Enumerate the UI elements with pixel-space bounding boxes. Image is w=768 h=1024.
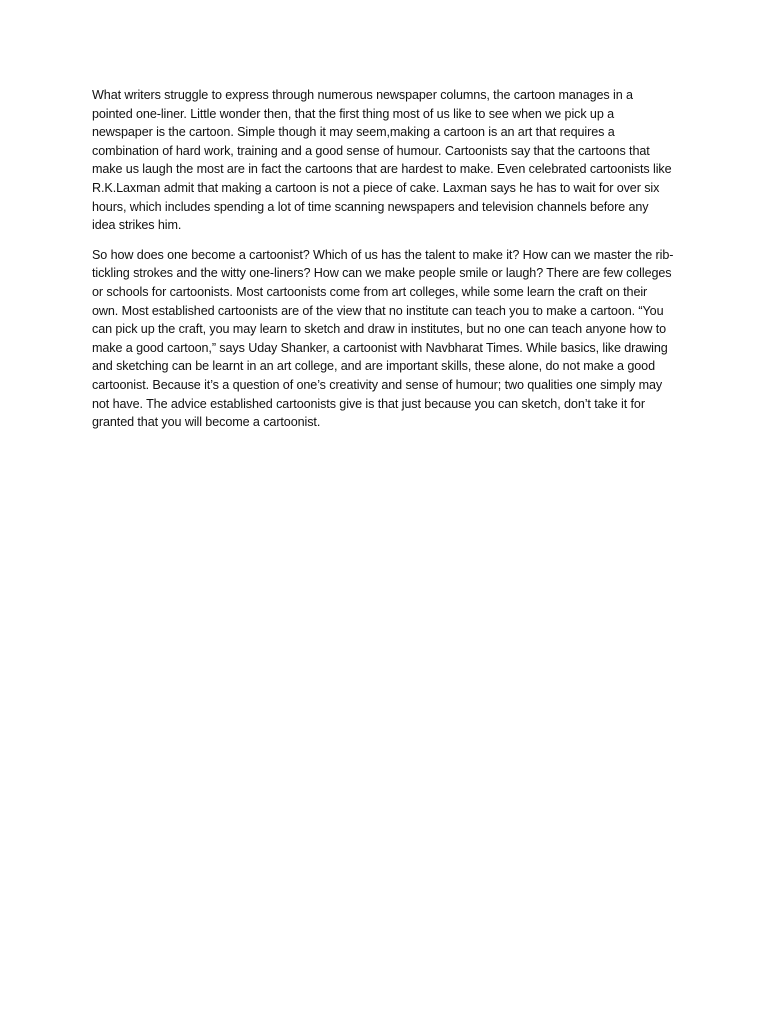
document-body	[92, 86, 674, 443]
paragraph-2: So how does one become a cartoonist? Which of us has the talent to make it? How can we master the rib-tickling strokes and the witty one-liners? How can we make people smile or laugh? There are few colleges or schools for cartoonists. Most cartoonists come from art colleges, while some learn the craft on their own. Most established cartoonists are of the view that no institute can teach you to make a cartoon. “You can pick up the craft, you may learn to sketch and draw in institutes, but no one can teach anyone how to make a good cartoon,” says Uday Shanker, a cartoonist with Navbharat Times. While basics, like drawing and sketching can be learnt in an art college, and are important skills, these alone, do not make a good cartoonist. Because it’s a question of one’s creativity and sense of humour; two qualities one simply may not have. The advice established cartoonists give is that just because you can sketch, don’t take it for granted that you will become a cartoonist.	[92, 247, 674, 430]
paragraph-1: What writers struggle to express through numerous newspaper columns, the cartoon manages in a pointed one-liner. Little wonder then, that the first thing most of us like to see when we pick up a newspaper is the cartoon. Simple though it may seem,making a cartoon is an art that requires a combination of hard work, training and a good sense of humour. Cartoonists say that the cartoons that make us laugh the most are in fact the cartoons that are hardest to make. Even celebrated cartoonists like R.K.Laxman admit that making a cartoon is not a piece of cake. Laxman says he has to wait for over six hours, which includes spending a lot of time scanning newspapers and television channels before any idea strikes him.	[92, 88, 672, 233]
